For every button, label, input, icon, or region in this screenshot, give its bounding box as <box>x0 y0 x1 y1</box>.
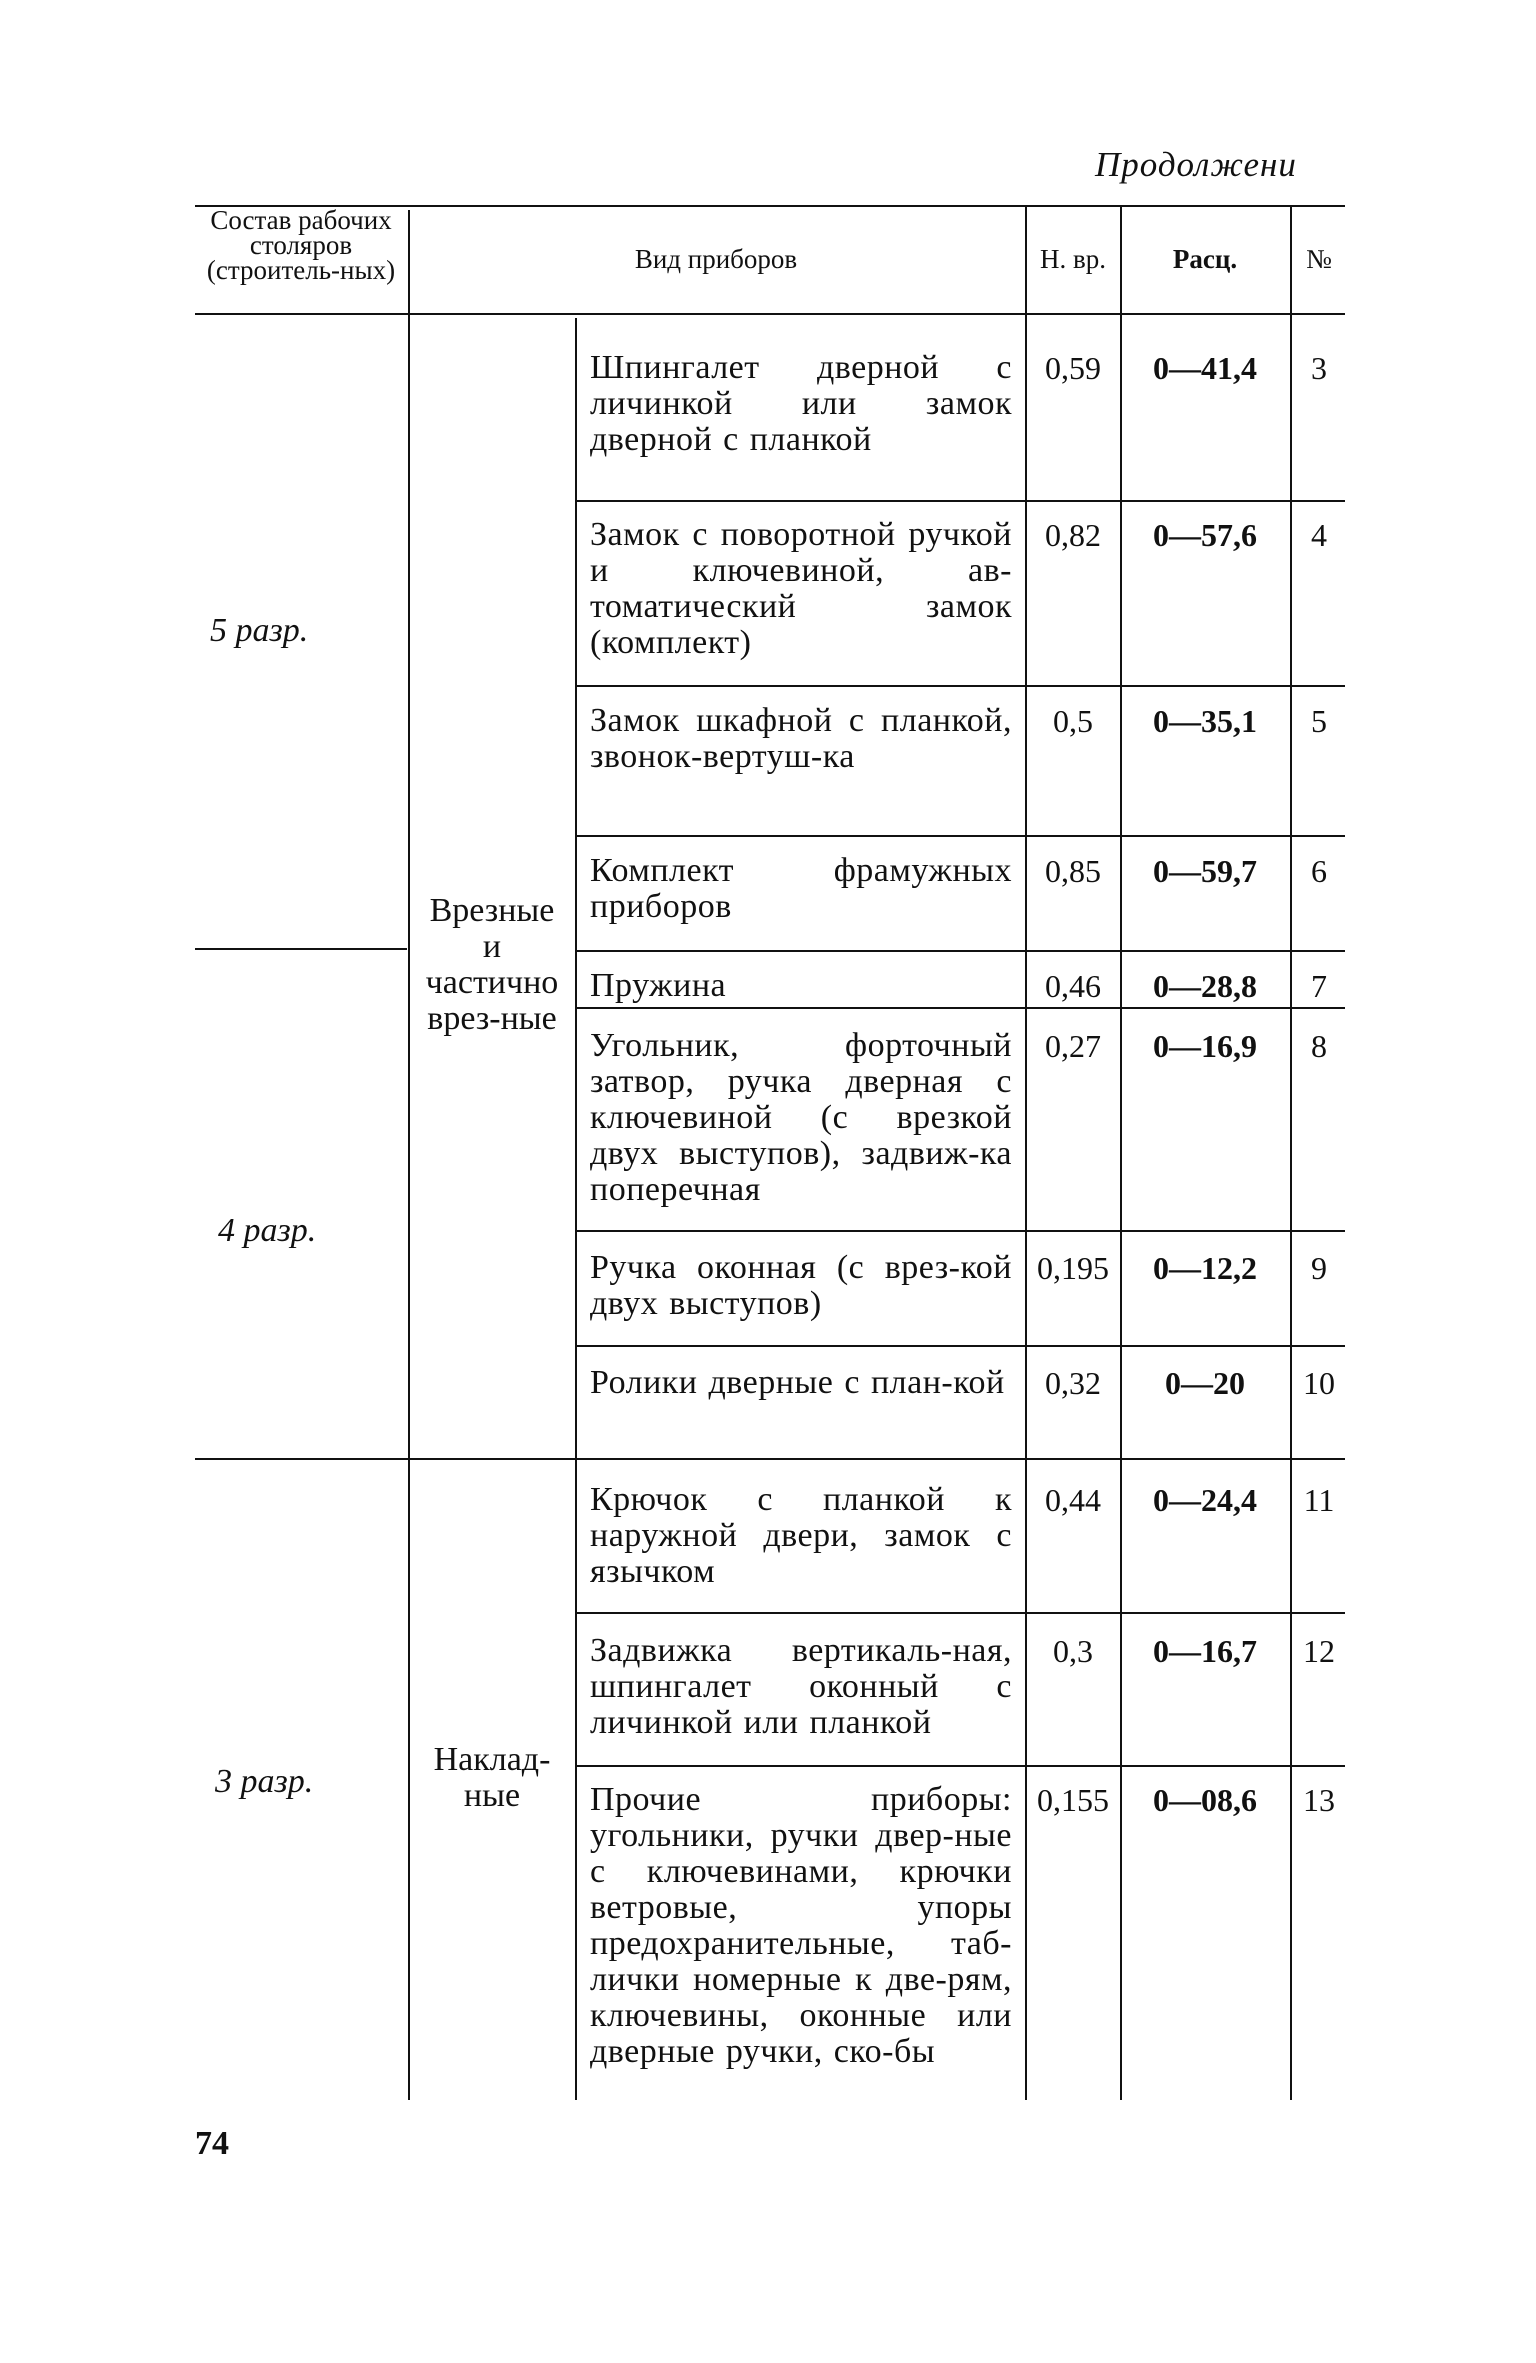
group-label: Наклад-ные <box>433 1741 551 1814</box>
row-number: 5 <box>1311 703 1327 739</box>
device-description: Замок шкафной с планкой, звонок-вертуш-ка <box>590 702 1012 775</box>
norm-time-value: 0,32 <box>1045 1365 1101 1401</box>
norm-time-value: 0,155 <box>1037 1782 1109 1818</box>
row-number: 12 <box>1303 1633 1335 1669</box>
row-number: 13 <box>1303 1782 1335 1818</box>
row-number: 4 <box>1311 517 1327 553</box>
grade-label: 3 разр. <box>215 1763 314 1800</box>
rate-value: 0—35,1 <box>1153 703 1257 739</box>
row-divider <box>575 1345 1345 1347</box>
page-number: 74 <box>195 2125 229 2162</box>
norm-time-value: 0,27 <box>1045 1028 1101 1064</box>
rate-value: 0—20 <box>1165 1365 1245 1401</box>
row-divider <box>575 950 1345 952</box>
rate-value: 0—28,8 <box>1153 968 1257 1004</box>
row-divider <box>575 1765 1345 1767</box>
norm-time-value: 0,82 <box>1045 517 1101 553</box>
grade-label: 4 разр. <box>218 1212 317 1249</box>
header-number: № <box>1306 244 1332 274</box>
row-number: 3 <box>1311 350 1327 386</box>
row-number: 9 <box>1311 1250 1327 1286</box>
section-divider <box>195 1458 1345 1460</box>
rate-value: 0—16,7 <box>1153 1633 1257 1669</box>
row-number: 6 <box>1311 853 1327 889</box>
rate-value: 0—08,6 <box>1153 1782 1257 1818</box>
row-number: 7 <box>1311 968 1327 1004</box>
device-description: Угольник, форточный затвор, ручка дверная с ключевиной (с врезкой двух выступов), задвиж-ка поперечная <box>590 1027 1012 1208</box>
continued-label: Продолжени <box>1095 145 1297 184</box>
column-rule <box>575 318 577 2100</box>
row-divider <box>575 835 1345 837</box>
device-description: Ролики дверные с план-кой <box>590 1364 1005 1401</box>
norm-time-value: 0,3 <box>1053 1633 1093 1669</box>
row-divider <box>575 1612 1345 1614</box>
norm-time-value: 0,5 <box>1053 703 1093 739</box>
header-norm-time: Н. вр. <box>1040 244 1106 274</box>
header-device-type: Вид приборов <box>634 244 798 274</box>
row-divider <box>575 500 1345 502</box>
column-rule <box>408 210 410 2100</box>
device-description: Пружина <box>590 967 727 1004</box>
device-description: Прочие приборы: угольники, ручки двер-ные с ключевинами, крючки ветровые, упоры предохранительные, таб-лички номерные к две-рям, ключевины, оконные или дверные ручки, ско-бы <box>590 1781 1012 2070</box>
rate-value: 0—59,7 <box>1153 853 1257 889</box>
device-description: Задвижка вертикаль-ная, шпингалет оконный с личинкой или планкой <box>590 1632 1012 1741</box>
row-divider <box>575 1230 1345 1232</box>
group-label: Врезные и частично врез-ные <box>425 892 559 1037</box>
device-description: Ручка оконная (с врез-кой двух выступов) <box>590 1249 1012 1322</box>
norm-time-value: 0,44 <box>1045 1482 1101 1518</box>
row-number: 10 <box>1303 1365 1335 1401</box>
device-description: Крючок с планкой к наружной двери, замок с язычком <box>590 1481 1012 1590</box>
rate-value: 0—41,4 <box>1153 350 1257 386</box>
device-description: Шпингалет дверной с личинкой или замок дверной с планкой <box>590 349 1012 458</box>
rate-value: 0—24,4 <box>1153 1482 1257 1518</box>
grade-divider <box>195 948 407 950</box>
row-divider <box>575 1007 1345 1009</box>
rate-value: 0—16,9 <box>1153 1028 1257 1064</box>
row-number: 8 <box>1311 1028 1327 1064</box>
device-description: Комплект фрамужных приборов <box>590 852 1012 925</box>
header-rate: Расц. <box>1172 244 1238 274</box>
norm-time-value: 0,195 <box>1037 1250 1109 1286</box>
rate-value: 0—57,6 <box>1153 517 1257 553</box>
norm-time-value: 0,46 <box>1045 968 1101 1004</box>
grade-label: 5 разр. <box>210 612 309 649</box>
row-divider <box>575 685 1345 687</box>
norm-time-value: 0,59 <box>1045 350 1101 386</box>
row-number: 11 <box>1303 1482 1335 1518</box>
rate-value: 0—12,2 <box>1153 1250 1257 1286</box>
device-description: Замок с поворотной ручкой и ключевиной, ав-томатический замок (комплект) <box>590 516 1012 661</box>
header-bottom-rule <box>195 313 1345 315</box>
norm-time-value: 0,85 <box>1045 853 1101 889</box>
header-composition: Состав рабочих столяров (строитель-ных) <box>206 205 396 285</box>
